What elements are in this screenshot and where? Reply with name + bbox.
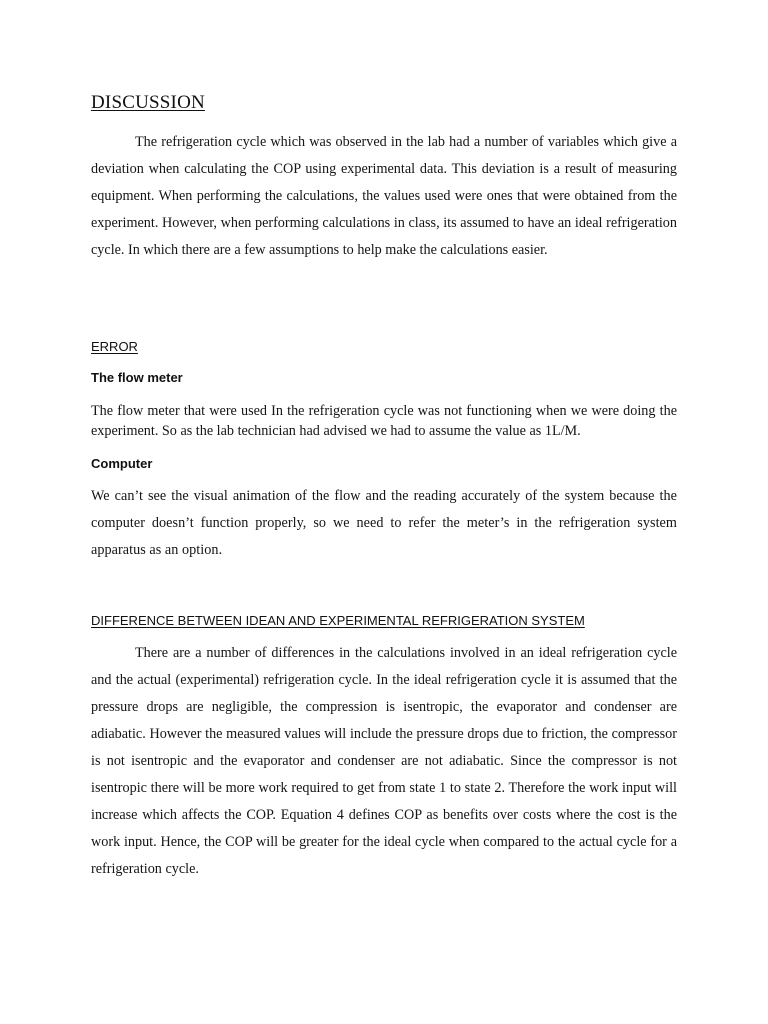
flow-meter-paragraph: The flow meter that were used In the refrigeration cycle was not functioning when we were doing the experiment. So as the lab technician had advised we had to assume the value as 1L/M. (91, 403, 677, 439)
discussion-heading: DISCUSSION (91, 92, 205, 113)
computer-paragraph: We can’t see the visual animation of the flow and the reading accurately of the system because the computer doesn’t function properly, so we need to refer the meter’s in the refrigeration system apparatus as an option. (91, 488, 677, 558)
difference-paragraph: There are a number of differences in the calculations involved in an ideal refrigeration cycle and the actual (experimental) refrigeration cycle. In the ideal refrigeration cycle it is assumed that the pressure drops are negligible, the compression is isentropic, the evaporator and condenser are adiabatic. However the measured values will include the pressure drops due to friction, the compressor is not isentropic and the evaporator and condenser are not adiabatic. Since the compressor is not isentropic there will be more work required to get from state 1 to state 2. Therefore the work input will increase which affects the COP. Equation 4 defines COP as benefits over costs where the cost is the work input. Hence, the COP will be greater for the ideal cycle when compared to the actual cycle for a refrigeration cycle. (91, 645, 677, 877)
intro-paragraph: The refrigeration cycle which was observed in the lab had a number of variables which give a deviation when calculating the COP using experimental data. This deviation is a result of measuring equipment. When performing the calculations, the values used were ones that were obtained from the experiment. However, when performing calculations in class, its assumed to have an ideal refrigeration cycle. In which there are a few assumptions to help make the calculations easier. (91, 134, 677, 258)
computer-heading: Computer (91, 456, 153, 471)
error-heading: ERROR (91, 339, 138, 354)
difference-heading: DIFFERENCE BETWEEN IDEAN AND EXPERIMENTAL REFRIGERATION SYSTEM (91, 613, 585, 628)
flow-meter-heading: The flow meter (91, 370, 183, 385)
